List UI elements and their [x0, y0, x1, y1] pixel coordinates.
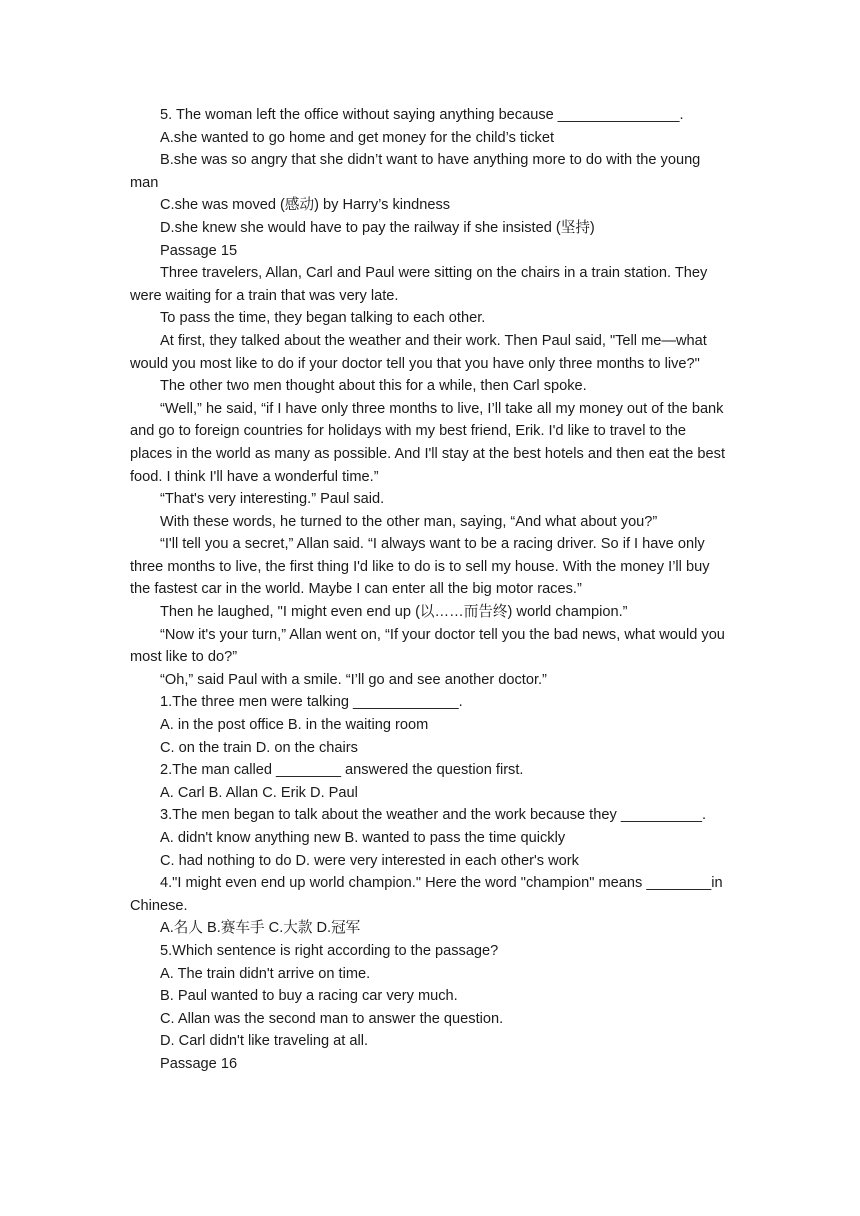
answer-option: B.she was so angry that she didn’t want to have anything more to do with the young man: [130, 152, 701, 191]
answer-option: A. didn't know anything new B. wanted to pass the time quickly: [160, 830, 566, 846]
passage-paragraph: “I'll tell you a secret,” Allan said. “I always want to be a racing driver. So if I have only three months to live, the first thing I'd like to do is to sell my house. With the money I’ll buy the fastest car in the world. Maybe I can enter all the big motor races.”: [130, 536, 710, 598]
answer-option: C.she was moved (感动) by Harry’s kindness: [160, 197, 451, 214]
answer-option: C. on the train D. on the chairs: [160, 739, 358, 756]
passage-paragraph: To pass the time, they began talking to each other.: [160, 310, 486, 327]
question-stem: 5. The woman left the office without saying anything because _______________.: [160, 107, 684, 123]
answer-option: D. Carl didn't like traveling at all.: [160, 1033, 368, 1050]
question-stem: 2.The man called ________ answered the question first.: [160, 762, 524, 779]
passage-heading: Passage 16: [160, 1055, 238, 1072]
document-page: [130, 104, 732, 1076]
answer-option: A.名人 B.赛车手 C.大款 D.冠军: [160, 920, 361, 937]
answer-option: A.she wanted to go home and get money for the child’s ticket: [160, 129, 554, 146]
answer-option: C. had nothing to do D. were very interested in each other's work: [160, 852, 579, 869]
answer-option: D.she knew she would have to pay the railway if she insisted (坚持): [160, 219, 595, 236]
passage-paragraph: “Now it's your turn,” Allan went on, “If your doctor tell you the bad news, what would you most like to do?”: [130, 626, 725, 666]
passage-paragraph: At first, they talked about the weather and their work. Then Paul said, "Tell me—what would you most like to do if your doctor tell you that you have only three months to live?": [130, 332, 707, 372]
question-stem: 3.The men began to talk about the weather and the work because they __________.: [160, 807, 707, 824]
question-stem: 1.The three men were talking _____________.: [160, 694, 463, 711]
passage-paragraph: The other two men thought about this for a while, then Carl spoke.: [160, 378, 587, 395]
question-stem: 5.Which sentence is right according to the passage?: [160, 942, 499, 959]
passage-paragraph: “Oh,” said Paul with a smile. “I’ll go and see another doctor.”: [160, 671, 547, 688]
passage-paragraph: “That's very interesting.” Paul said.: [160, 491, 385, 508]
answer-option: A. Carl B. Allan C. Erik D. Paul: [160, 784, 358, 801]
passage-paragraph: “Well,” he said, “if I have only three months to live, I’ll take all my money out of the bank and go to foreign countries for holidays with my best friend, Erik. I'd like to travel to the places in the world as many as possible. And I'll stay at the best hotels and then eat the best food. I think I'll have a wonderful time.”: [130, 400, 726, 485]
answer-option: C. Allan was the second man to answer the question.: [160, 1010, 504, 1027]
answer-option: B. Paul wanted to buy a racing car very much.: [160, 988, 458, 1005]
passage-paragraph: Three travelers, Allan, Carl and Paul were sitting on the chairs in a train station. They were waiting for a train that was very late.: [130, 265, 708, 304]
passage-heading: Passage 15: [160, 242, 238, 259]
answer-option: A. in the post office B. in the waiting room: [160, 717, 429, 734]
passage-paragraph: With these words, he turned to the other man, saying, “And what about you?”: [160, 513, 658, 530]
answer-option: A. The train didn't arrive on time.: [160, 965, 371, 982]
passage-paragraph: Then he laughed, "I might even end up (以……而告终) world champion.”: [160, 604, 628, 621]
question-stem: 4."I might even end up world champion." Here the word "champion" means ________in Chinese.: [130, 875, 723, 914]
